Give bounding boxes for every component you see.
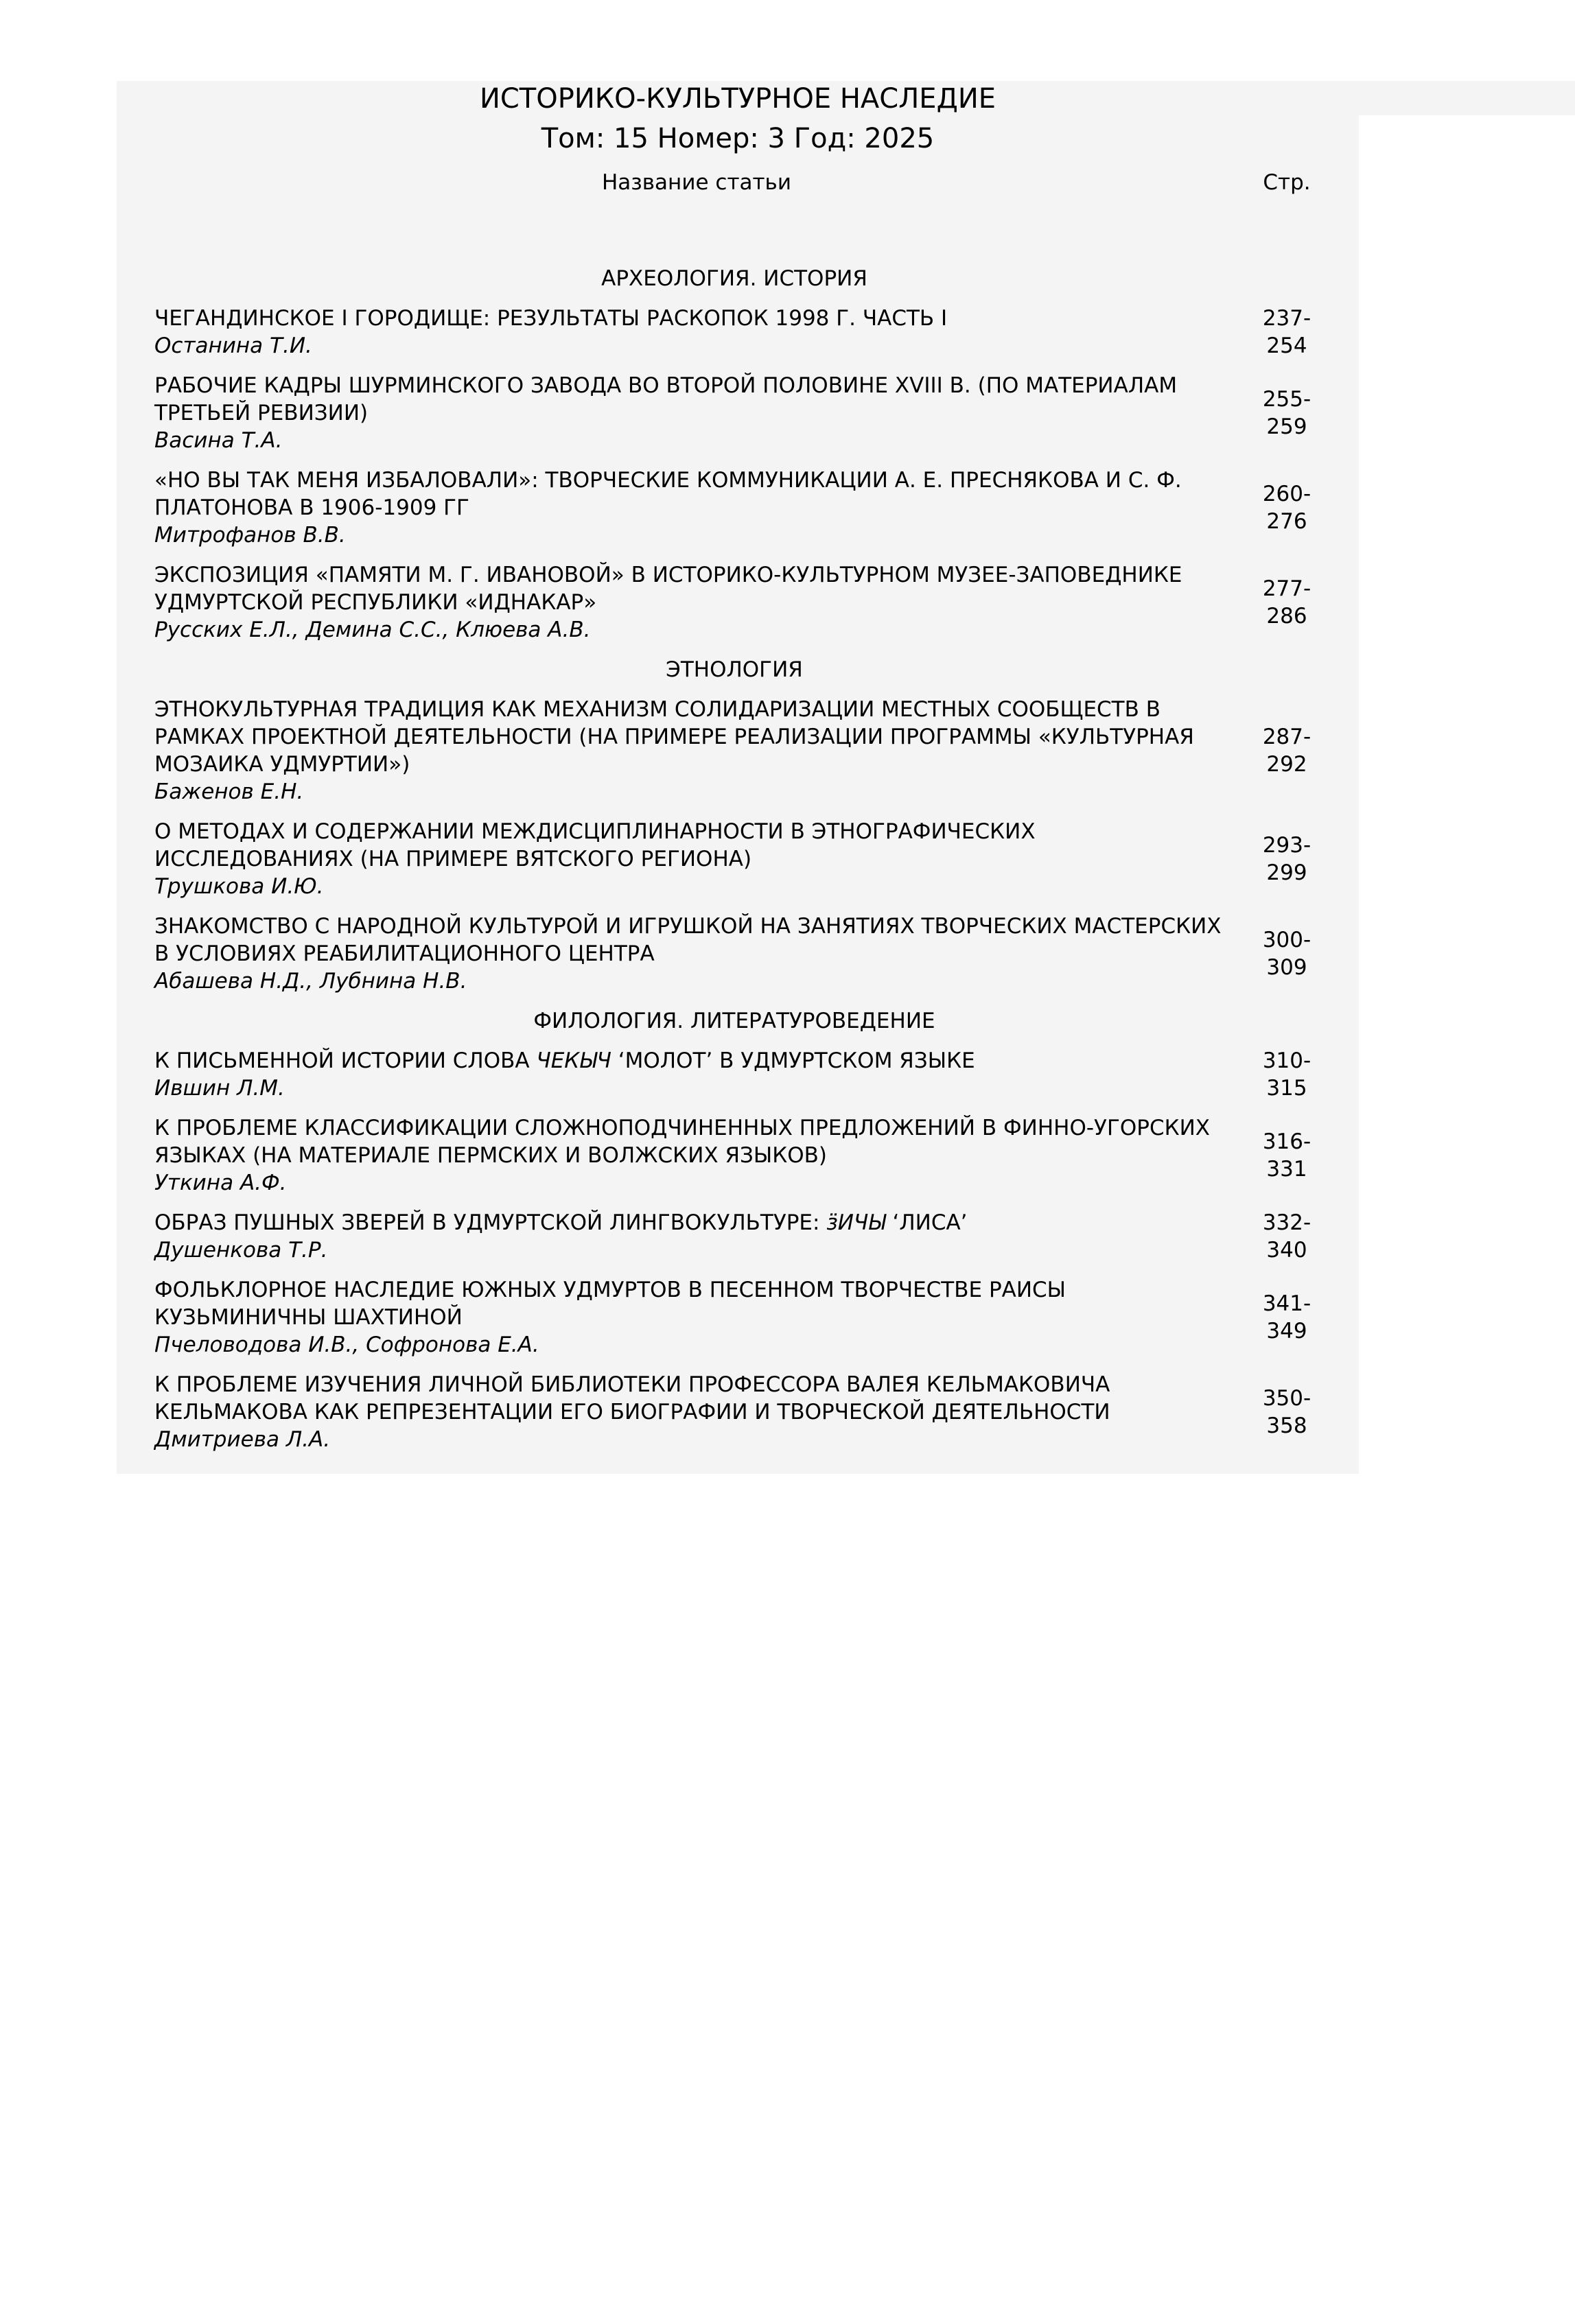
article-title[interactable]: ЗНАКОМСТВО С НАРОДНОЙ КУЛЬТУРОЙ И ИГРУШКОЙ НА ЗАНЯТИЯХ ТВОРЧЕСКИХ МАСТЕРСКИХ В УСЛОВИЯХ РЕАБИЛИТАЦИОННОГО ЦЕНТРА	[154, 914, 1222, 966]
article-pages	[1235, 1385, 1338, 1440]
title-italic-word: ӟИЧЫ	[826, 1210, 886, 1235]
section-heading: ЭТНОЛОГИЯ	[666, 657, 803, 682]
pages-start: 310-	[1262, 1048, 1311, 1073]
title-part: ‘ЛИСА’	[885, 1210, 968, 1235]
pages-start: 316-	[1262, 1129, 1311, 1154]
article-text	[154, 1276, 1235, 1359]
article-entry[interactable]	[154, 1371, 1338, 1453]
article-authors: Пчеловодова И.В., Софронова Е.А.	[154, 1333, 539, 1357]
issue-info: Том: 15 Номер: 3 Год: 2025	[541, 123, 935, 154]
article-authors: Останина Т.И.	[154, 333, 312, 358]
pages-start: 350-	[1262, 1386, 1311, 1411]
article-title[interactable]: ЧЕГАНДИНСКОЕ I ГОРОДИЩЕ: РЕЗУЛЬТАТЫ РАСКОПОК 1998 Г. ЧАСТЬ I	[154, 306, 948, 331]
pages-end: 358	[1266, 1413, 1307, 1438]
article-entry[interactable]	[154, 1114, 1338, 1197]
title-part: К ПИСЬМЕННОЙ ИСТОРИИ СЛОВА	[154, 1048, 537, 1073]
pages-start: 260-	[1262, 482, 1311, 506]
pages-start: 341-	[1262, 1291, 1311, 1316]
article-entry[interactable]	[154, 561, 1338, 644]
pages-end: 292	[1266, 752, 1307, 777]
article-text	[154, 561, 1235, 644]
article-text	[154, 467, 1235, 549]
article-entry[interactable]	[154, 372, 1338, 454]
article-entry[interactable]	[154, 818, 1338, 900]
article-text	[154, 913, 1235, 995]
article-pages	[1235, 1128, 1338, 1183]
article-title[interactable]	[154, 1047, 1235, 1075]
pages-start: 332-	[1262, 1210, 1311, 1235]
article-text	[154, 696, 1235, 806]
section-ethnology	[154, 656, 1338, 995]
article-pages	[1235, 386, 1338, 441]
pages-start: 277-	[1262, 576, 1311, 601]
article-entry[interactable]	[154, 1047, 1338, 1102]
article-pages	[1235, 575, 1338, 630]
article-title[interactable]: ЭКСПОЗИЦИЯ «ПАМЯТИ М. Г. ИВАНОВОЙ» В ИСТОРИКО-КУЛЬТУРНОМ МУЗЕЕ-ЗАПОВЕДНИКЕ УДМУРТСКОЙ РЕСПУБЛИКИ «ИДНАКАР»	[154, 563, 1182, 615]
article-authors: Ившин Л.М.	[154, 1076, 285, 1101]
section-philology	[154, 1007, 1338, 1453]
pages-end: 315	[1266, 1076, 1307, 1101]
article-text	[154, 372, 1235, 454]
article-authors: Баженов Е.Н.	[154, 779, 304, 804]
article-entry[interactable]	[154, 696, 1338, 806]
article-title[interactable]: ЭТНОКУЛЬТУРНАЯ ТРАДИЦИЯ КАК МЕХАНИЗМ СОЛИДАРИЗАЦИИ МЕСТНЫХ СООБЩЕСТВ В РАМКАХ ПРОЕКТНОЙ ДЕЯТЕЛЬНОСТИ (НА ПРИМЕРЕ РЕАЛИЗАЦИИ ПРОГРАММЫ «КУЛЬТУРНАЯ МОЗАИКА УДМУРТИИ»)	[154, 697, 1194, 777]
section-heading: ФИЛОЛОГИЯ. ЛИТЕРАТУРОВЕДЕНИЕ	[533, 1009, 935, 1033]
article-entry[interactable]	[154, 913, 1338, 995]
title-part: ОБРАЗ ПУШНЫХ ЗВЕРЕЙ В УДМУРТСКОЙ ЛИНГВОКУЛЬТУРЕ:	[154, 1210, 827, 1235]
article-authors: Абашева Н.Д., Лубнина Н.В.	[154, 969, 467, 994]
pages-end: 349	[1266, 1319, 1307, 1343]
article-entry[interactable]	[154, 305, 1338, 360]
article-title[interactable]: РАБОЧИЕ КАДРЫ ШУРМИНСКОГО ЗАВОДА ВО ВТОРОЙ ПОЛОВИНЕ XVIII В. (ПО МАТЕРИАЛАМ ТРЕТЬЕЙ РЕВИЗИИ)	[154, 373, 1178, 425]
article-authors: Васина Т.А.	[154, 428, 283, 453]
pages-end: 259	[1266, 414, 1307, 439]
pages-end: 340	[1266, 1238, 1307, 1263]
pages-end: 309	[1266, 955, 1307, 980]
article-pages	[1235, 1047, 1338, 1102]
article-pages	[1235, 1290, 1338, 1345]
table-of-contents	[154, 265, 1338, 1466]
article-title[interactable]: ФОЛЬКЛОРНОЕ НАСЛЕДИЕ ЮЖНЫХ УДМУРТОВ В ПЕСЕННОМ ТВОРЧЕСТВЕ РАИСЫ КУЗЬМИНИЧНЫ ШАХТИНОЙ	[154, 1278, 1066, 1330]
article-title[interactable]: К ПРОБЛЕМЕ ИЗУЧЕНИЯ ЛИЧНОЙ БИБЛИОТЕКИ ПРОФЕССОРА ВАЛЕЯ КЕЛЬМАКОВИЧА КЕЛЬМАКОВА КАК РЕПРЕЗЕНТАЦИИ ЕГО БИОГРАФИИ И ТВОРЧЕСКОЙ ДЕЯТЕЛЬНОСТИ	[154, 1372, 1110, 1424]
pages-end: 286	[1266, 604, 1307, 629]
article-pages	[1235, 1209, 1338, 1264]
article-authors: Митрофанов В.В.	[154, 523, 346, 548]
article-authors: Уткина А.Ф.	[154, 1171, 287, 1195]
section-heading: АРХЕОЛОГИЯ. ИСТОРИЯ	[601, 266, 867, 291]
pages-start: 255-	[1262, 387, 1311, 412]
pages-start: 293-	[1262, 833, 1311, 858]
pages-start: 300-	[1262, 928, 1311, 952]
header-band	[1359, 81, 1575, 115]
article-authors: Русских Е.Л., Демина С.С., Клюева А.В.	[154, 618, 591, 642]
article-title[interactable]: К ПРОБЛЕМЕ КЛАССИФИКАЦИИ СЛОЖНОПОДЧИНЕННЫХ ПРЕДЛОЖЕНИЙ В ФИННО-УГОРСКИХ ЯЗЫКАХ (НА МАТЕРИАЛЕ ПЕРМСКИХ И ВОЛЖСКИХ ЯЗЫКОВ)	[154, 1116, 1211, 1168]
article-text	[154, 1114, 1235, 1197]
article-text	[154, 1371, 1235, 1453]
article-pages	[1235, 305, 1338, 360]
journal-title: ИСТОРИКО-КУЛЬТУРНОЕ НАСЛЕДИЕ	[479, 83, 996, 115]
article-pages	[1235, 480, 1338, 535]
article-title[interactable]	[154, 1209, 1235, 1236]
section-archaeology-history	[154, 265, 1338, 644]
article-pages	[1235, 832, 1338, 887]
article-pages	[1235, 926, 1338, 981]
pages-end: 254	[1266, 333, 1307, 358]
article-title[interactable]: «НО ВЫ ТАК МЕНЯ ИЗБАЛОВАЛИ»: ТВОРЧЕСКИЕ КОММУНИКАЦИИ А. Е. ПРЕСНЯКОВА И С. Ф. ПЛАТОНОВА В 1906-1909 ГГ	[154, 468, 1182, 520]
article-entry[interactable]	[154, 467, 1338, 549]
article-title[interactable]: О МЕТОДАХ И СОДЕРЖАНИИ МЕЖДИСЦИПЛИНАРНОСТИ В ЭТНОГРАФИЧЕСКИХ ИССЛЕДОВАНИЯХ (НА ПРИМЕРЕ ВЯТСКОГО РЕГИОНА)	[154, 819, 1036, 871]
article-authors: Трушкова И.Ю.	[154, 874, 324, 899]
pages-end: 331	[1266, 1157, 1307, 1182]
pages-end: 299	[1266, 860, 1307, 885]
pages-start: 237-	[1262, 306, 1311, 331]
article-text	[154, 1047, 1235, 1102]
article-entry[interactable]	[154, 1276, 1338, 1359]
title-italic-word: ЧЕКЫЧ	[536, 1048, 611, 1073]
column-header-pages: Стр.	[1263, 170, 1311, 195]
article-text	[154, 1209, 1235, 1264]
title-part: ‘МОЛОТ’ В УДМУРТСКОМ ЯЗЫКЕ	[611, 1048, 975, 1073]
pages-start: 287-	[1262, 725, 1311, 749]
article-authors: Дмитриева Л.А.	[154, 1427, 331, 1452]
pages-end: 276	[1266, 509, 1307, 534]
column-header-title: Название статьи	[602, 170, 791, 195]
article-entry[interactable]	[154, 1209, 1338, 1264]
article-authors: Душенкова Т.Р.	[154, 1238, 328, 1263]
article-text	[154, 305, 1235, 360]
article-pages	[1235, 723, 1338, 778]
article-text	[154, 818, 1235, 900]
